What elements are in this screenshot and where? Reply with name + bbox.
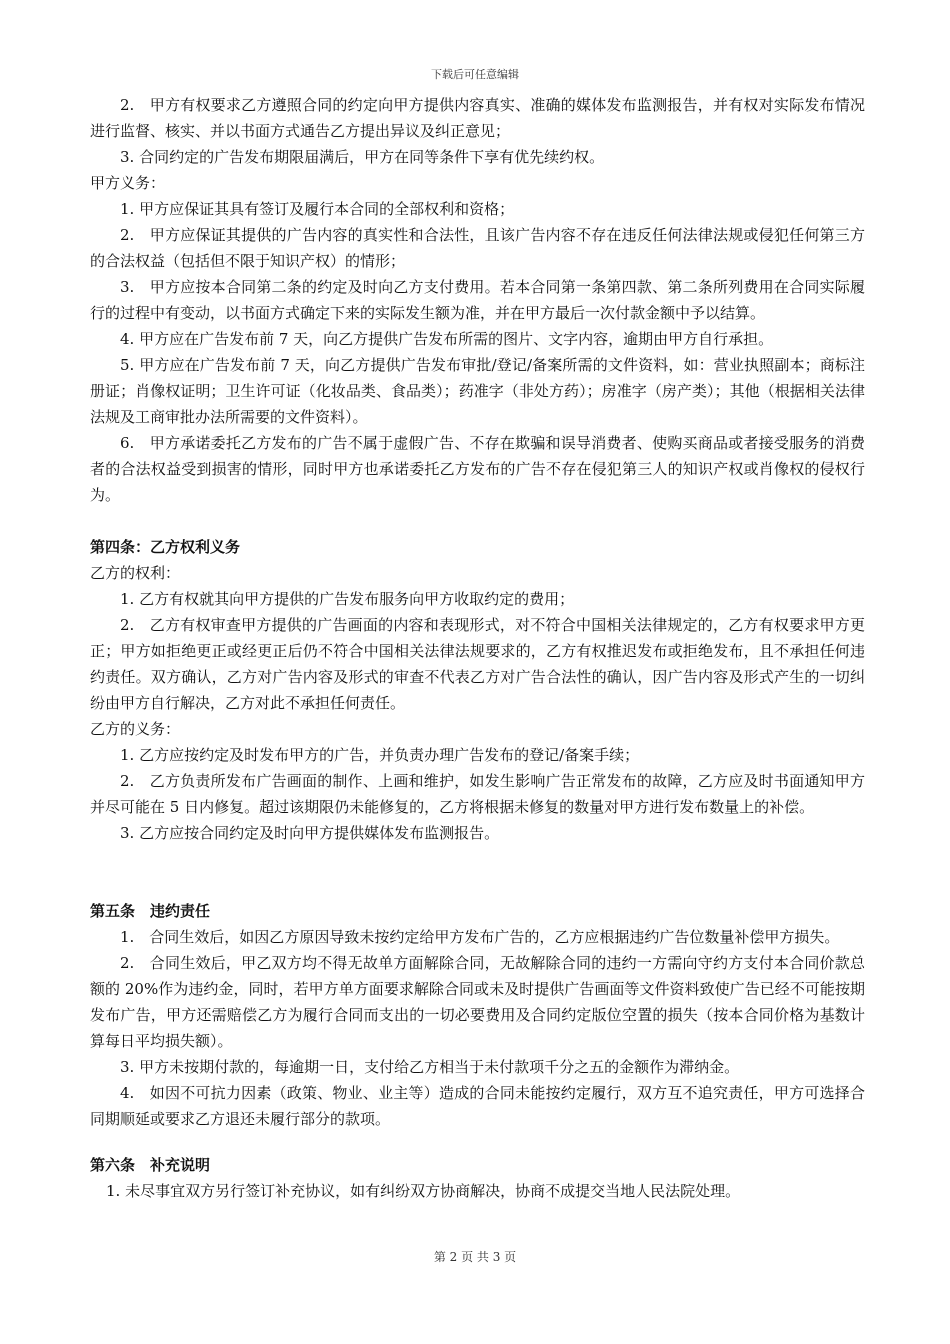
subsection-label: 乙方的权利： — [90, 564, 181, 582]
paragraph: 1. 合同生效后，如因乙方原因导致未按约定给甲方发布广告的，乙方应根据违约广告位数量补偿甲方损失。 — [120, 928, 840, 946]
section-heading: 第五条 违约责任 — [90, 902, 211, 920]
paragraph: 4. 如因不可抗力因素（政策、物业、业主等）造成的合同未能按约定履行，双方互不追究责任，甲方可选择合同期顺延或要求乙方退还未履行部分的款项。 — [90, 1084, 865, 1128]
paragraph: 2. 甲方有权要求乙方遵照合同的约定向甲方提供内容真实、准确的媒体发布监测报告，并有权对实际发布情况进行监督、核实、并以书面方式通告乙方提出异议及纠正意见； — [90, 96, 865, 140]
paragraph: 1. 甲方应保证其具有签订及履行本合同的全部权利和资格； — [120, 200, 515, 218]
subsection-label: 乙方的义务： — [90, 720, 181, 738]
paragraph: 1. 乙方有权就其向甲方提供的广告发布服务向甲方收取约定的费用； — [120, 590, 575, 608]
paragraph: 2. 乙方负责所发布广告画面的制作、上画和维护，如发生影响广告正常发布的故障，乙方应及时书面通知甲方并尽可能在 5 日内修复。超过该期限仍未能修复的，乙方将根据未修复的数量对甲方进行发布数量上的补偿。 — [90, 772, 865, 816]
paragraph: 5. 甲方应在广告发布前 7 天，向乙方提供广告发布审批/登记/备案所需的文件资料，如：营业执照副本；商标注册证；肖像权证明；卫生许可证（化妆品类、食品类）；药准字（非处方药）；房准字（房产类）；其他（根据相关法律法规及工商审批办法所需要的文件资料）。 — [90, 356, 865, 426]
paragraph: 3. 乙方应按合同约定及时向甲方提供媒体发布监测报告。 — [120, 824, 500, 842]
paragraph: 1. 乙方应按约定及时发布甲方的广告，并负责办理广告发布的登记/备案手续； — [120, 746, 640, 764]
document-body — [90, 92, 865, 1204]
subsection-label: 甲方义务： — [90, 174, 166, 192]
paragraph: 2. 甲方应保证其提供的广告内容的真实性和合法性，且该广告内容不存在违反任何法律法规或侵犯任何第三方的合法权益（包括但不限于知识产权）的情形； — [90, 226, 865, 270]
paragraph: 3. 甲方应按本合同第二条的约定及时向乙方支付费用。若本合同第一条第四款、第二条所列费用在合同实际履行的过程中有变动，以书面方式确定下来的实际发生额为准，并在甲方最后一次付款金额中予以结算。 — [90, 278, 865, 322]
paragraph: 4. 甲方应在广告发布前 7 天，向乙方提供广告发布所需的图片、文字内容，逾期由甲方自行承担。 — [120, 330, 774, 348]
paragraph: 3. 合同约定的广告发布期限届满后，甲方在同等条件下享有优先续约权。 — [120, 148, 605, 166]
page-header: 下载后可任意编辑 — [431, 68, 519, 81]
paragraph: 2. 合同生效后，甲乙双方均不得无故单方面解除合同，无故解除合同的违约一方需向守约方支付本合同价款总额的 20%作为违约金，同时，若甲方单方面要求解除合同或未及时提供广告画面等文件资料致使广告已经不可能按期发布广告，甲方还需赔偿乙方为履行合同而支出的一切必要费用及合同约定版位空置的损失（按本合同价格为基数计算每日平均损失额）。 — [90, 954, 865, 1050]
paragraph: 6. 甲方承诺委托乙方发布的广告不属于虚假广告、不存在欺骗和误导消费者、使购买商品或者接受服务的消费者的合法权益受到损害的情形，同时甲方也承诺委托乙方发布的广告不存在侵犯第三人的知识产权或肖像权的侵权行为。 — [90, 434, 865, 504]
paragraph: 2. 乙方有权审查甲方提供的广告画面的内容和表现形式，对不符合中国相关法律规定的，乙方有权要求甲方更正；甲方如拒绝更正或经更正后仍不符合中国相关法律法规要求的，乙方有权推迟发布或拒绝发布，且不承担任何违约责任。双方确认，乙方对广告内容及形式的审查不代表乙方对广告合法性的确认，因广告内容及形式产生的一切纠纷由甲方自行解决，乙方对此不承担任何责任。 — [90, 616, 865, 712]
section-heading: 第四条：乙方权利义务 — [90, 538, 241, 556]
paragraph: 3. 甲方未按期付款的，每逾期一日，支付给乙方相当于未付款项千分之五的金额作为滞纳金。 — [120, 1058, 740, 1076]
page-footer: 第 2 页 共 3 页 — [433, 1250, 517, 1264]
section-heading: 第六条 补充说明 — [90, 1156, 211, 1174]
paragraph: 1. 未尽事宜双方另行签订补充协议，如有纠纷双方协商解决，协商不成提交当地人民法院处理。 — [106, 1182, 741, 1200]
